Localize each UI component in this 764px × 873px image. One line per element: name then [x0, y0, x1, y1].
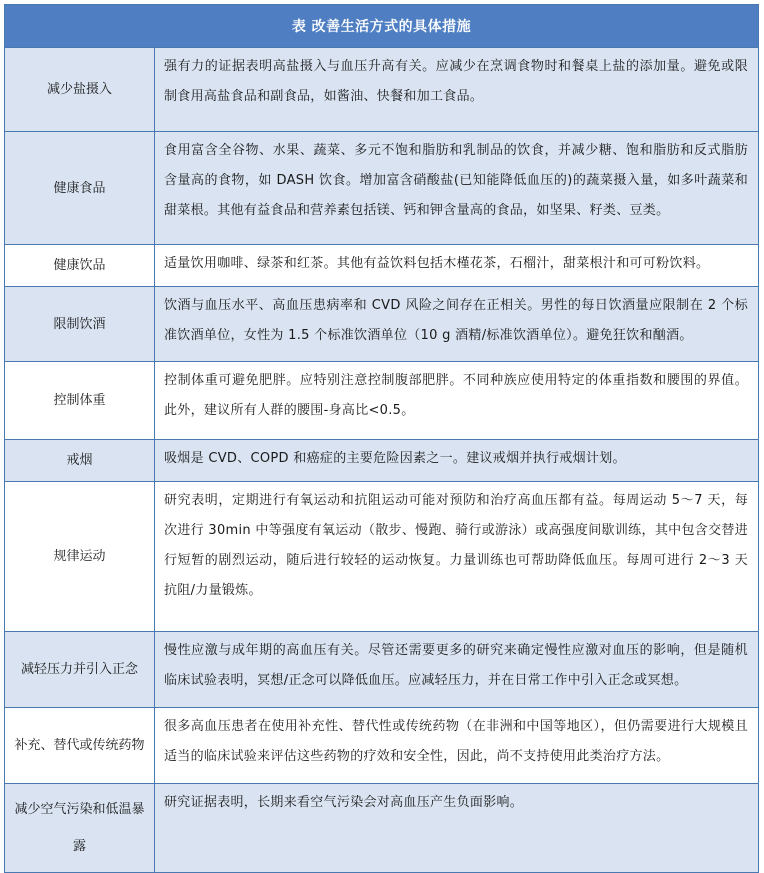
description-cell: 强有力的证据表明高盐摄入与血压升高有关。应减少在烹调食物时和餐桌上盐的添加量。避免或限制食用高盐食品和副食品，如酱油、快餐和加工食品。 — [164, 59, 748, 104]
table-row-exercise — [5, 482, 758, 632]
table-row-alcohol — [5, 287, 758, 362]
table-row-salt — [5, 48, 758, 132]
lifestyle-measures-table — [4, 4, 759, 873]
category-cell: 规律运动 — [5, 482, 155, 631]
table-row-stress — [5, 632, 758, 708]
table-row-weight — [5, 362, 758, 440]
description-cell: 研究证据表明，长期来看空气污染会对高血压产生负面影响。 — [164, 795, 524, 810]
description-cell: 饮酒与血压水平、高血压患病率和 CVD 风险之间存在正相关。男性的每日饮酒量应限制在 2 个标准饮酒单位，女性为 1.5 个标准饮酒单位（10 g 酒精/标准饮酒单位）。避免狂饮和酗酒。 — [164, 298, 748, 343]
category-cell: 限制饮酒 — [5, 287, 155, 361]
description-cell: 吸烟是 CVD、COPD 和癌症的主要危险因素之一。建议戒烟并执行戒烟计划。 — [164, 451, 626, 466]
category-cell: 健康食品 — [5, 132, 155, 244]
description-cell: 慢性应激与成年期的高血压有关。尽管还需要更多的研究来确定慢性应激对血压的影响，但是随机临床试验表明，冥想/正念可以降低血压。应减轻压力，并在日常工作中引入正念或冥想。 — [164, 643, 748, 688]
description-cell: 研究表明，定期进行有氧运动和抗阻运动可能对预防和治疗高血压都有益。每周运动 5～7 天，每次进行 30min 中等强度有氧运动（散步、慢跑、骑行或游泳）或高强度间歇训练，其中包含交替进行短暂的剧烈运动，随后进行较轻的运动恢复。力量训练也可帮助降低血压。每周可进行 2～3 天抗阻/力量锻炼。 — [164, 493, 748, 598]
description-cell: 适量饮用咖啡、绿茶和红茶。其他有益饮料包括木槿花茶，石榴汁，甜菜根汁和可可粉饮料。 — [164, 256, 710, 271]
table-title: 表 改善生活方式的具体措施 — [5, 5, 758, 48]
description-cell: 很多高血压患者在使用补充性、替代性或传统药物（在非洲和中国等地区），但仍需要进行大规模且适当的临床试验来评估这些药物的疗效和安全性，因此，尚不支持使用此类治疗方法。 — [164, 719, 748, 764]
category-cell: 减轻压力并引入正念 — [5, 632, 155, 707]
category-cell: 戒烟 — [5, 440, 155, 481]
description-cell: 食用富含全谷物、水果、蔬菜、多元不饱和脂肪和乳制品的饮食，并减少糖、饱和脂肪和反式脂肪含量高的食物，如 DASH 饮食。增加富含硝酸盐(已知能降低血压的)的蔬菜摄入量，如多叶蔬菜和甜菜根。其他有益食品和营养素包括镁、钙和钾含量高的食品，如坚果、籽类、豆类。 — [164, 143, 748, 218]
category-cell: 补充、替代或传统药物 — [5, 708, 155, 783]
table-row-healthy-drinks — [5, 245, 758, 287]
category-cell: 健康饮品 — [5, 245, 155, 286]
table-row-smoking — [5, 440, 758, 482]
description-cell: 控制体重可避免肥胖。应特别注意控制腹部肥胖。不同种族应使用特定的体重指数和腰围的界值。此外，建议所有人群的腰围-身高比<0.5。 — [164, 373, 748, 418]
table-row-healthy-food — [5, 132, 758, 245]
category-cell: 减少空气污染和低温暴露 — [5, 784, 155, 872]
table-row-pollution — [5, 784, 758, 872]
category-cell: 控制体重 — [5, 362, 155, 439]
category-cell: 减少盐摄入 — [5, 48, 155, 131]
table-row-alternative-medicine — [5, 708, 758, 784]
